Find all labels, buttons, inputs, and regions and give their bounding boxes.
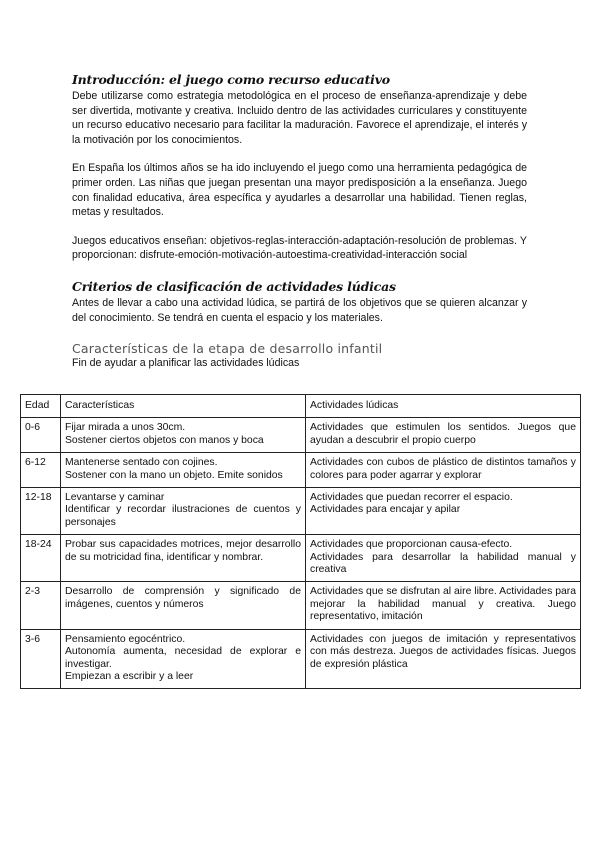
cell-characteristics-line: Empiezan a escribir y a leer (65, 670, 194, 682)
table-row (21, 582, 581, 629)
cell-characteristics-line: Pensamiento egocéntrico. (65, 633, 186, 645)
cell-activities-line: Actividades con juegos de imitación y representativos con más destreza. Juegos de actividades físicas. Juegos de expresión plástica (310, 633, 576, 670)
cell-activities-line: Actividades con cubos de plástico de distintos tamaños y colores para poder agarrar y explorar (310, 457, 576, 481)
cell-age: 2-3 (21, 582, 61, 629)
cell-activities (306, 535, 581, 582)
cell-characteristics (61, 582, 306, 629)
intro-paragraph-1: Debe utilizarse como estrategia metodológica en el proceso de enseñanza-aprendizaje y debe ser divertida, motivante y creativa. Incluido dentro de las actividades curriculares y constituyente un recurso educativo necesario para facilitar la maduración. Favorece el aprendizaje, el interés y la motivación por los conocimientos. (72, 90, 527, 146)
cell-age: 18-24 (21, 535, 61, 582)
cell-activities-line: Actividades para encajar y apilar (310, 504, 461, 516)
cell-characteristics-line: Identificar y recordar ilustraciones de cuentos y personajes (65, 504, 301, 528)
header-activities: Actividades lúdicas (306, 395, 581, 418)
header-age: Edad (21, 395, 61, 418)
intro-paragraph-3: Juegos educativos enseñan: objetivos-reglas-interacción-adaptación-resolución de problemas. Y proporcionan: disfrute-emoción-motivación-autoestima-creatividad-interacción social (72, 234, 527, 262)
intro-paragraph-2: En España los últimos años se ha ido incluyendo el juego como una herramienta pedagógica de primer orden. Las niñas que juegan presentan una mayor predisposición a la enseñanza. Juego con finalidad educativa, área específica y ayudarles a desarrollar una habilidad. Tienen reglas, metas y resultados. (72, 162, 527, 219)
cell-activities-line: Actividades para desarrollar la habilidad manual y creativa (310, 551, 576, 576)
cell-age: 3-6 (21, 629, 61, 689)
cell-characteristics (61, 535, 306, 582)
cell-characteristics (61, 629, 306, 689)
cell-characteristics (61, 453, 306, 488)
table-row (21, 418, 581, 453)
cell-characteristics (61, 418, 306, 453)
header-characteristics: Características (61, 395, 306, 418)
cell-activities (306, 488, 581, 535)
section-heading-intro: Introducción: el juego como recurso educativo (72, 72, 390, 87)
cell-age: 12-18 (21, 488, 61, 535)
cell-age: 6-12 (21, 453, 61, 488)
table-caption: Fin de ayudar a planificar las actividades lúdicas (72, 357, 300, 370)
cell-age: 0-6 (21, 418, 61, 453)
cell-activities-line: Actividades que proporcionan causa-efecto. (310, 539, 513, 551)
development-stages-table (20, 394, 581, 689)
table-header-row (21, 395, 581, 418)
cell-characteristics-line: Autonomía aumenta, necesidad de explorar e investigar. (65, 646, 301, 670)
cell-characteristics-line: Probar sus capacidades motrices, mejor desarrollo de su motricidad fina, identificar y nombrar. (65, 539, 301, 563)
cell-characteristics-line: Sostener con la mano un objeto. Emite sonidos (65, 469, 283, 481)
text-column (72, 72, 527, 369)
section-heading-characteristics: Características de la etapa de desarrollo infantil (72, 341, 383, 357)
table-row (21, 535, 581, 582)
cell-characteristics-line: Mantenerse sentado con cojines. (65, 457, 218, 469)
cell-activities (306, 629, 581, 689)
table-row (21, 453, 581, 488)
cell-activities (306, 582, 581, 629)
cell-characteristics-line: Levantarse y caminar (65, 492, 165, 504)
table-row (21, 629, 581, 689)
cell-activities (306, 453, 581, 488)
cell-activities (306, 418, 581, 453)
cell-activities-line: Actividades que puedan recorrer el espacio. (310, 492, 513, 504)
cell-characteristics-line: Desarrollo de comprensión y significado de imágenes, cuentos y números (65, 586, 301, 610)
section-heading-criteria: Criterios de clasificación de actividades lúdicas (72, 278, 396, 294)
cell-activities-line: Actividades que estimulen los sentidos. Juegos que ayudan a descubrir el propio cuerpo (310, 422, 576, 446)
table-row (21, 488, 581, 535)
cell-characteristics-line: Sostener ciertos objetos con manos y boca (65, 434, 264, 446)
criteria-paragraph: Antes de llevar a cabo una actividad lúdica, se partirá de los objetivos que se quieren alcanzar y del conocimiento. Se tendrá en cuenta el espacio y los materiales. (72, 296, 527, 324)
cell-activities-line: Actividades que se disfrutan al aire libre. Actividades para mejorar la habilidad manual y creativa. Juego representativo, imitación (310, 586, 576, 623)
cell-characteristics (61, 488, 306, 535)
cell-characteristics-line: Fijar mirada a unos 30cm. (65, 422, 186, 434)
